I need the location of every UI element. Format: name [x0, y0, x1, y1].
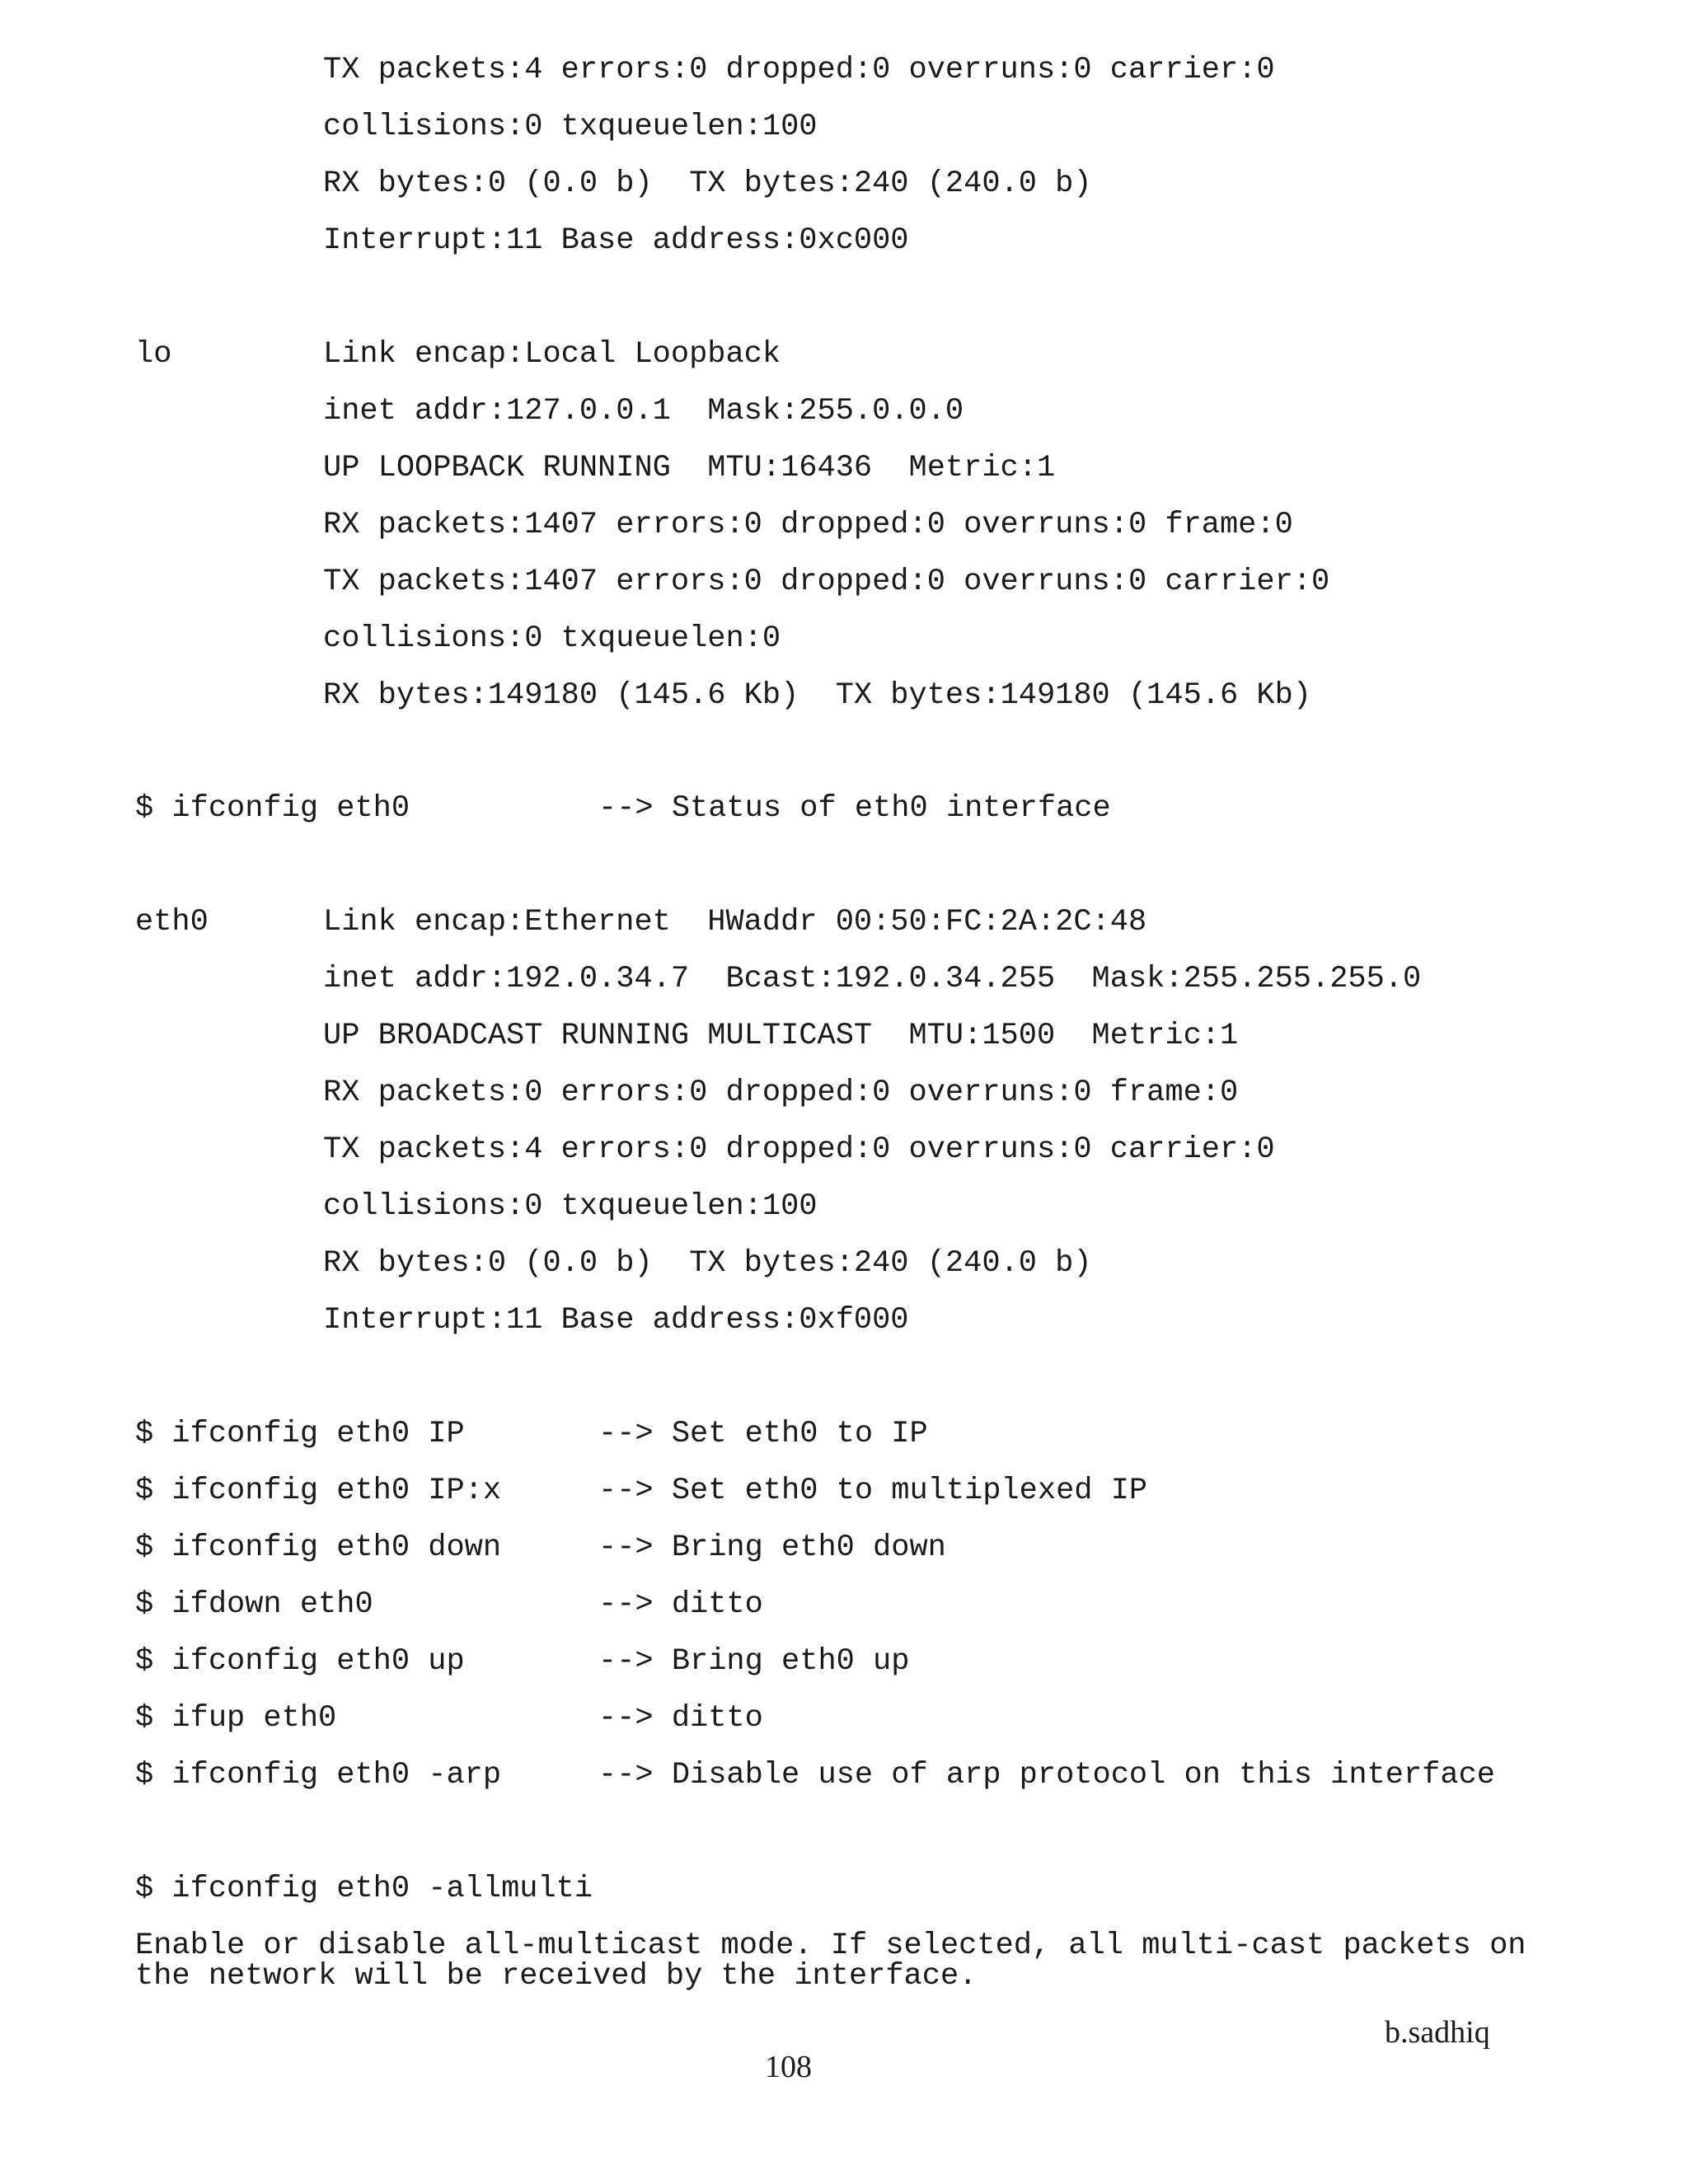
command-line: $ ifconfig eth0 down — [135, 1530, 502, 1565]
output-line: RX packets:0 errors:0 dropped:0 overruns:0 frame:0 — [323, 1076, 1239, 1110]
output-line: Link encap:Ethernet HWaddr 00:50:FC:2A:2C:48 — [323, 905, 1147, 940]
interface-name-eth0: eth0 — [135, 905, 209, 940]
command-line: $ ifconfig eth0 -arp — [135, 1758, 502, 1793]
command-description: --> Bring eth0 up — [598, 1644, 910, 1679]
command-line: $ ifup eth0 — [135, 1701, 337, 1736]
output-line: UP LOOPBACK RUNNING MTU:16436 Metric:1 — [323, 451, 1056, 485]
output-line: inet addr:127.0.0.1 Mask:255.0.0.0 — [323, 394, 964, 429]
output-line: RX bytes:0 (0.0 b) TX bytes:240 (240.0 b) — [323, 166, 1092, 201]
output-line: collisions:0 txqueuelen:0 — [323, 621, 781, 656]
output-line: TX packets:4 errors:0 dropped:0 overruns:0 carrier:0 — [323, 1132, 1275, 1167]
command-line: $ ifconfig eth0 — [135, 791, 410, 826]
output-line: Interrupt:11 Base address:0xf000 — [323, 1303, 909, 1338]
output-line: collisions:0 txqueuelen:100 — [323, 110, 818, 144]
output-line: RX bytes:0 (0.0 b) TX bytes:240 (240.0 b) — [323, 1246, 1092, 1281]
command-description: --> Bring eth0 down — [598, 1530, 946, 1565]
author-signature: b.sadhiq — [1385, 2015, 1490, 2050]
output-line: collisions:0 txqueuelen:100 — [323, 1189, 818, 1224]
output-line: TX packets:4 errors:0 dropped:0 overruns:0 carrier:0 — [323, 53, 1275, 87]
interface-name-lo: lo — [135, 337, 172, 372]
command-description: --> Set eth0 to multiplexed IP — [598, 1474, 1148, 1508]
output-line: Link encap:Local Loopback — [323, 337, 781, 372]
command-description: --> ditto — [598, 1587, 763, 1622]
command-description: --> ditto — [598, 1701, 763, 1736]
command-line: $ ifconfig eth0 IP — [135, 1417, 465, 1451]
command-line: $ ifconfig eth0 IP:x — [135, 1474, 502, 1508]
command-description: --> Status of eth0 interface — [598, 791, 1111, 826]
output-line: TX packets:1407 errors:0 dropped:0 overruns:0 carrier:0 — [323, 565, 1330, 599]
output-line: Interrupt:11 Base address:0xc000 — [323, 223, 909, 258]
output-line: inet addr:192.0.34.7 Bcast:192.0.34.255 Mask:255.255.255.0 — [323, 962, 1422, 996]
command-description: --> Set eth0 to IP — [598, 1417, 928, 1451]
output-line: RX bytes:149180 (145.6 Kb) TX bytes:149180 (145.6 Kb) — [323, 678, 1311, 713]
page-number: 108 — [765, 2050, 812, 2084]
command-line: $ ifconfig eth0 up — [135, 1644, 465, 1679]
command-description: --> Disable use of arp protocol on this interface — [598, 1758, 1495, 1793]
allmulti-description: Enable or disable all-multicast mode. If selected, all multi-cast packets on the network will be received by the interface. — [135, 1929, 1545, 1994]
command-line: $ ifconfig eth0 -allmulti — [135, 1872, 593, 1906]
output-line: UP BROADCAST RUNNING MULTICAST MTU:1500 Metric:1 — [323, 1019, 1239, 1053]
command-line: $ ifdown eth0 — [135, 1587, 373, 1622]
output-line: RX packets:1407 errors:0 dropped:0 overruns:0 frame:0 — [323, 508, 1293, 542]
